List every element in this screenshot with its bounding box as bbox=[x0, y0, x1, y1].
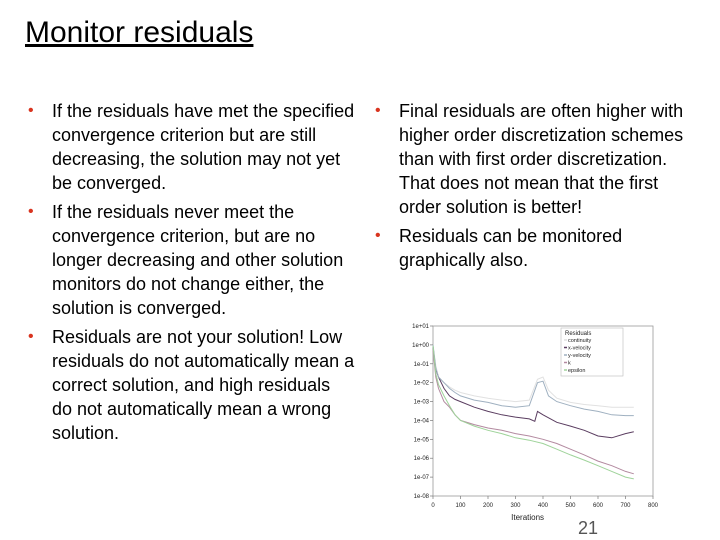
bullet-item bbox=[25, 200, 355, 320]
bullet-item bbox=[372, 224, 702, 272]
bullet-text: Residuals are not your solution! Low residuals do not automatically mean a correct solution, and high residuals do not automatically mean a wrong solution. bbox=[52, 327, 355, 443]
y-tick-label: 1e-03 bbox=[413, 399, 429, 406]
legend-entry: epsilon bbox=[568, 368, 586, 374]
slide-title: Monitor residuals bbox=[25, 16, 254, 49]
y-tick-label: 1e-06 bbox=[413, 456, 429, 463]
bullet-item bbox=[25, 99, 355, 195]
bullet-text: If the residuals never meet the convergence criterion, but are no longer decreasing and other solution monitors do not change either, the solution is converged. bbox=[52, 202, 344, 318]
page-number: 21 bbox=[578, 518, 599, 538]
x-tick-label: 800 bbox=[647, 503, 659, 509]
y-tick-label: 1e-01 bbox=[413, 361, 429, 368]
bullet-icon: • bbox=[28, 203, 34, 220]
x-tick-label: 200 bbox=[482, 503, 494, 509]
right-bullet-list bbox=[372, 99, 702, 277]
bullet-item bbox=[25, 325, 355, 445]
bullet-icon: • bbox=[28, 102, 34, 119]
x-tick-label: 700 bbox=[620, 503, 631, 509]
y-tick-label: 1e+00 bbox=[412, 342, 429, 349]
bullet-text: Residuals can be monitored graphically also. bbox=[399, 226, 623, 270]
y-tick-label: 1e+01 bbox=[412, 324, 429, 330]
bullet-icon: • bbox=[375, 227, 381, 244]
x-tick-label: 600 bbox=[592, 503, 604, 509]
legend-entry: k bbox=[568, 360, 571, 367]
y-tick-label: 1e-08 bbox=[413, 494, 429, 500]
x-axis-label: Iterations bbox=[511, 513, 545, 522]
y-tick-label: 1e-04 bbox=[413, 418, 429, 425]
left-bullet-list bbox=[25, 99, 355, 450]
bullet-icon: • bbox=[28, 328, 34, 345]
legend-title: Residuals bbox=[565, 331, 592, 337]
legend-entry: x-velocity bbox=[568, 345, 591, 352]
legend-entry: continuity bbox=[568, 338, 592, 344]
x-tick-label: 400 bbox=[537, 503, 549, 509]
bullet-text: Final residuals are often higher with higher order discretization schemes than with first order discretization. That does not mean that the first order solution is better! bbox=[399, 101, 684, 217]
x-tick-label: 0 bbox=[431, 503, 435, 509]
bullet-icon: • bbox=[375, 102, 381, 119]
x-tick-label: 300 bbox=[510, 503, 521, 509]
bullet-text: If the residuals have met the specified convergence criterion but are still decreasing, the solution may not yet be converged. bbox=[52, 101, 355, 193]
x-tick-label: 100 bbox=[455, 503, 466, 509]
bullet-item bbox=[372, 99, 702, 219]
y-tick-label: 1e-07 bbox=[413, 475, 429, 482]
y-tick-label: 1e-05 bbox=[413, 437, 429, 444]
x-tick-label: 500 bbox=[565, 503, 576, 509]
y-tick-label: 1e-02 bbox=[413, 380, 429, 387]
legend-entry: y-velocity bbox=[568, 353, 591, 359]
residuals-chart bbox=[400, 317, 660, 529]
